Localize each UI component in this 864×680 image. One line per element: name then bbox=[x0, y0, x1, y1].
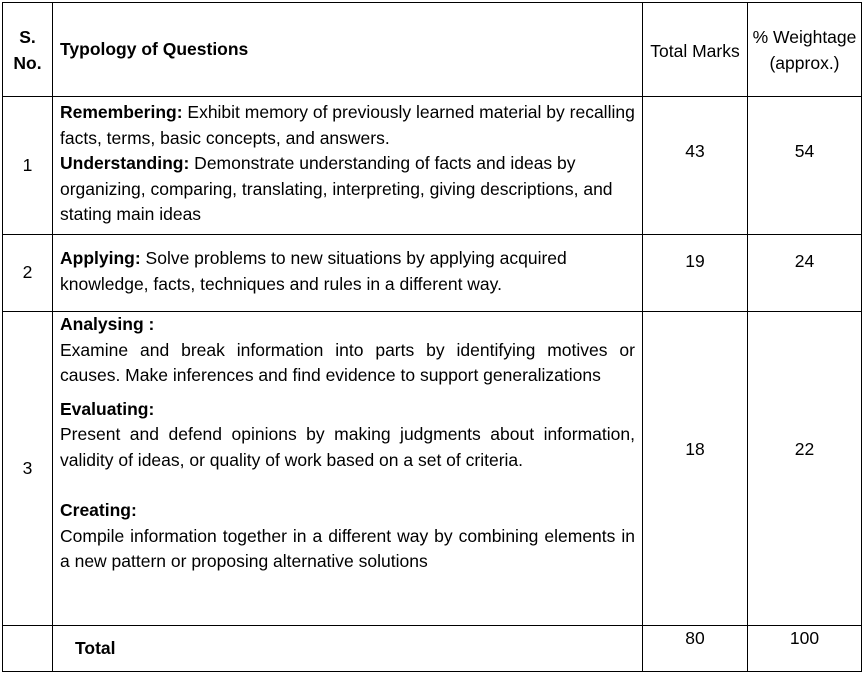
row-marks: 18 bbox=[643, 312, 748, 626]
row-sno: 1 bbox=[3, 97, 53, 235]
question-typology-table bbox=[2, 2, 862, 672]
row-marks: 19 bbox=[643, 235, 748, 312]
row-marks: 43 bbox=[643, 97, 748, 235]
table-row bbox=[3, 97, 862, 235]
typology-description: Present and defend opinions by making judgments about information, validity of ideas, or quality of work based on a set of criteria. bbox=[60, 424, 635, 470]
row-weightage: 24 bbox=[748, 235, 862, 312]
typology-description: Examine and break information into parts by identifying motives or causes. Make inferences and find evidence to support generalizations bbox=[60, 339, 635, 385]
row-typology bbox=[53, 97, 643, 235]
total-sno-blank bbox=[3, 626, 53, 672]
typology-term: Analysing : bbox=[60, 314, 155, 334]
total-marks: 80 bbox=[643, 626, 748, 672]
typology-description: Solve problems to new situations by applying acquired knowledge, facts, techniques and rules in a different way. bbox=[60, 248, 567, 294]
total-weightage: 100 bbox=[748, 626, 862, 672]
typology-block bbox=[60, 151, 635, 228]
header-typology: Typology of Questions bbox=[53, 3, 643, 97]
typology-term: Creating: bbox=[60, 500, 137, 520]
row-typology bbox=[53, 235, 643, 312]
typology-term: Evaluating: bbox=[60, 398, 155, 419]
total-label: Total bbox=[53, 626, 643, 672]
typology-description: Demonstrate understanding of facts and ideas by organizing, comparing, translating, interpreting, giving descriptions, and stating main ideas bbox=[60, 153, 613, 224]
total-row bbox=[3, 626, 862, 672]
header-sno: S. No. bbox=[3, 3, 53, 97]
table-row bbox=[3, 312, 862, 626]
typology-term: Remembering: bbox=[60, 102, 183, 122]
spacer bbox=[60, 473, 635, 498]
row-weightage: 22 bbox=[748, 312, 862, 626]
row-weightage: 54 bbox=[748, 97, 862, 235]
header-total-marks: Total Marks bbox=[643, 3, 748, 97]
typology-term: Understanding: bbox=[60, 153, 190, 173]
typology-description: Exhibit memory of previously learned material by recalling facts, terms, basic concepts, and answers. bbox=[60, 102, 635, 148]
table-row bbox=[3, 235, 862, 312]
typology-term: Applying: bbox=[60, 248, 141, 268]
table-header-row bbox=[3, 3, 862, 97]
typology-block bbox=[60, 246, 635, 297]
row-sno: 2 bbox=[3, 235, 53, 312]
typology-description: Compile information together in a different way by combining elements in a new pattern or proposing alternative solutions bbox=[60, 525, 635, 571]
header-weightage: % Weightage (approx.) bbox=[748, 3, 862, 97]
row-typology bbox=[53, 312, 643, 626]
row-sno: 3 bbox=[3, 312, 53, 626]
typology-block bbox=[60, 100, 635, 151]
